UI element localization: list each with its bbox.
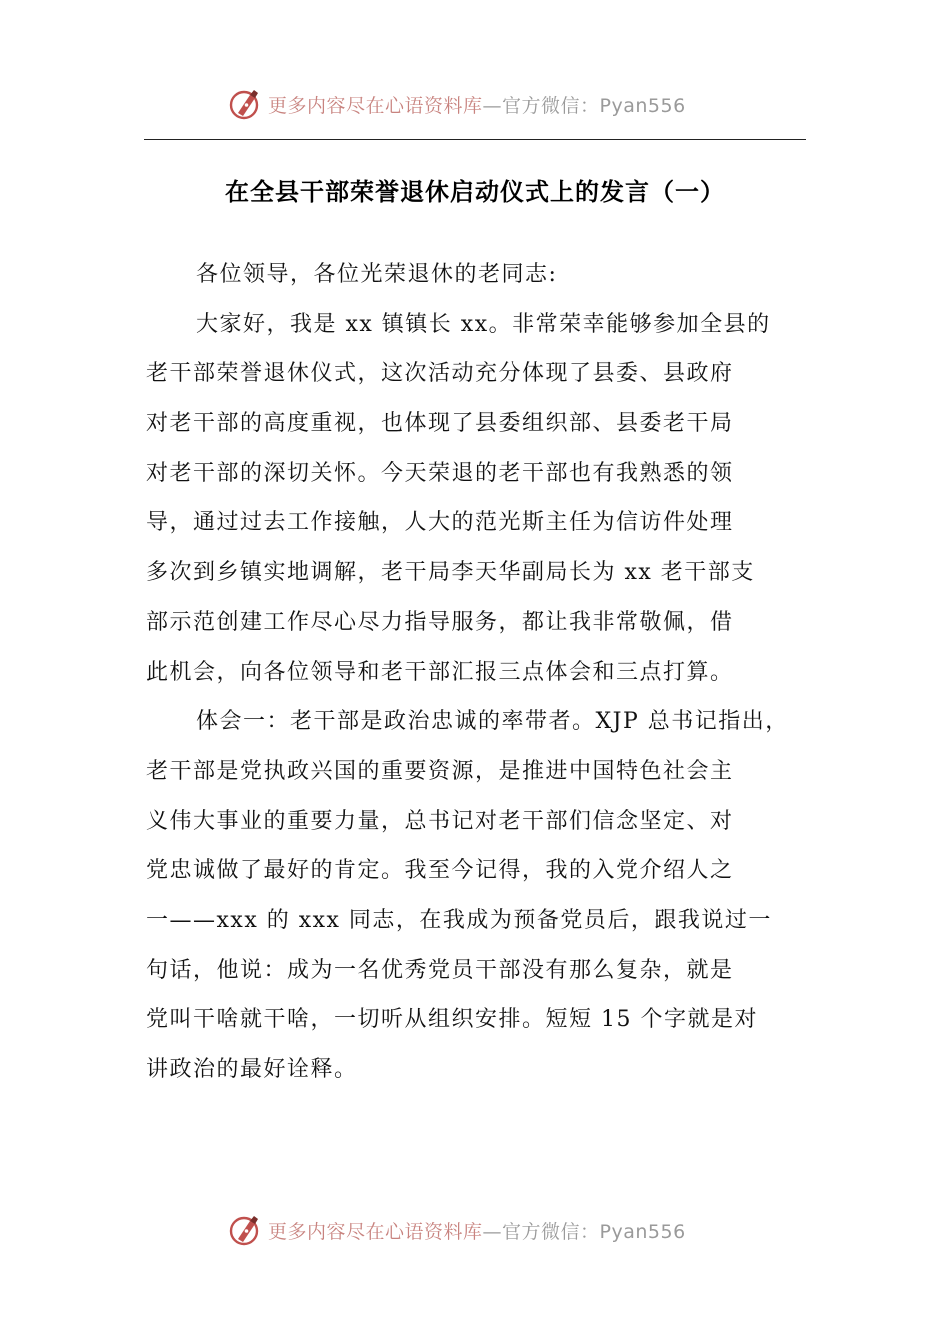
- body-line: 句话，他说：成为一名优秀党员干部没有那么复杂，就是: [146, 957, 734, 983]
- header-watermark: [228, 84, 748, 124]
- body-line: 大家好，我是 xx 镇镇长 xx。非常荣幸能够参加全县的: [196, 311, 771, 337]
- watermark-dash: —: [482, 94, 503, 117]
- body-line: 党叫干啥就干啥，一切听从组织安排。短短 15 个字就是对: [146, 1007, 758, 1033]
- body-line: 义伟大事业的重要力量，总书记对老干部们信念坚定、对: [146, 808, 734, 834]
- body-line: 对老干部的高度重视，也体现了县委组织部、县委老干局: [146, 411, 734, 437]
- watermark-label: 官方微信：: [502, 94, 600, 117]
- watermark-site: 更多内容尽在心语资料库: [268, 94, 483, 117]
- header-divider: [144, 139, 806, 140]
- body-line: 导，通过过去工作接触，人大的范光斯主任为信访件处理: [146, 510, 734, 536]
- document-body: [146, 250, 810, 1095]
- body-line: 体会一：老干部是政治忠诚的率带者。XJP 总书记指出，: [196, 709, 789, 735]
- watermark-text: [268, 91, 686, 118]
- pen-nib-logo-icon: [228, 1213, 262, 1247]
- watermark-site: 更多内容尽在心语资料库: [268, 1220, 483, 1243]
- body-line: 多次到乡镇实地调解，老干局李天华副局长为 xx 老干部支: [146, 560, 755, 586]
- watermark-text: [268, 1217, 686, 1244]
- body-line: 各位领导，各位光荣退休的老同志:: [196, 262, 558, 287]
- footer-watermark: [228, 1210, 748, 1250]
- watermark-wechat-id: Pyan556: [599, 94, 686, 117]
- watermark-wechat-id: Pyan556: [599, 1220, 686, 1243]
- pen-nib-logo-icon: [228, 87, 262, 121]
- watermark-dash: —: [482, 1220, 503, 1243]
- body-line: 党忠诚做了最好的肯定。我至今记得，我的入党介绍人之: [146, 858, 734, 884]
- body-line: 讲政治的最好诠释。: [146, 1057, 358, 1082]
- body-line: 一——xxx 的 xxx 同志，在我成为预备党员后，跟我说过一: [146, 907, 772, 933]
- body-line: 此机会，向各位领导和老干部汇报三点体会和三点打算。: [146, 659, 734, 685]
- body-line: 对老干部的深切关怀。今天荣退的老干部也有我熟悉的领: [146, 460, 734, 486]
- watermark-label: 官方微信：: [502, 1220, 600, 1243]
- body-line: 老干部荣誉退休仪式，这次活动充分体现了县委、县政府: [146, 361, 734, 387]
- document-title: 在全县干部荣誉退休启动仪式上的发言（一）: [225, 177, 725, 206]
- body-line: 部示范创建工作尽心尽力指导服务，都让我非常敬佩，借: [146, 609, 734, 635]
- body-line: 老干部是党执政兴国的重要资源，是推进中国特色社会主: [146, 758, 734, 784]
